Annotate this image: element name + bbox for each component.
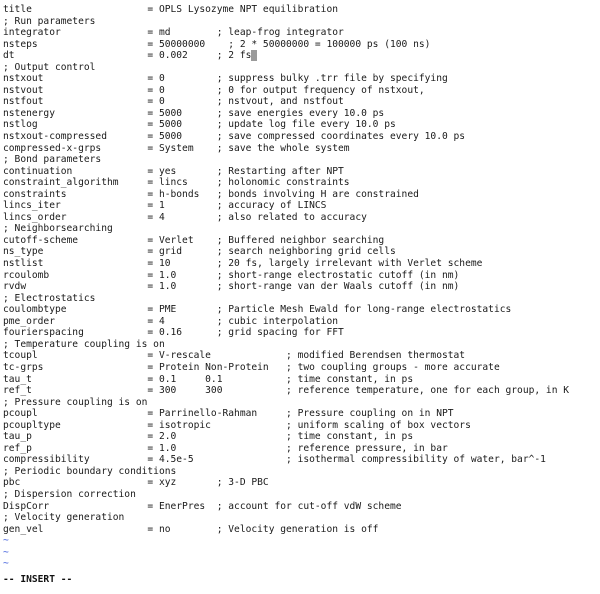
buffer-line[interactable]: coulombtype = PME ; Particle Mesh Ewald for long-range electrostatics bbox=[3, 304, 512, 316]
buffer-line[interactable]: gen_vel = no ; Velocity generation is off bbox=[3, 523, 379, 535]
buffer-line[interactable]: lincs_iter = 1 ; accuracy of LINCS bbox=[3, 200, 327, 212]
buffer-line[interactable]: title = OPLS Lysozyme NPT equilibration bbox=[3, 4, 339, 15]
buffer-line[interactable]: ref_p = 1.0 ; reference pressure, in bar bbox=[3, 442, 448, 454]
buffer-line[interactable]: nstenergy = 5000 ; save energies every 10.0 ps bbox=[3, 107, 385, 119]
buffer-line[interactable]: ; Electrostatics bbox=[3, 292, 96, 304]
buffer-line[interactable]: integrator = md ; leap-frog integrator bbox=[3, 27, 344, 39]
buffer-line[interactable]: constraint_algorithm = lincs ; holonomic constraints bbox=[3, 177, 350, 189]
buffer-line[interactable]: nstfout = 0 ; nstvout, and nstfout bbox=[3, 96, 344, 108]
buffer-line[interactable]: tcoupl = V-rescale ; modified Berendsen thermostat bbox=[3, 350, 466, 362]
buffer-line[interactable]: constraints = h-bonds ; bonds involving H are constrained bbox=[3, 188, 419, 200]
buffer-line[interactable]: ; Velocity generation bbox=[3, 512, 125, 524]
buffer-line[interactable]: ; Periodic boundary conditions bbox=[3, 465, 177, 477]
buffer-line[interactable]: nstlog = 5000 ; update log file every 10.0 ps bbox=[3, 119, 396, 131]
buffer-line[interactable]: tc-grps = Protein Non-Protein ; two coupling groups - more accurate bbox=[3, 361, 500, 373]
buffer-line[interactable]: fourierspacing = 0.16 ; grid spacing for FFT bbox=[3, 327, 344, 339]
empty-line-marker: ~ bbox=[3, 558, 9, 570]
text-cursor bbox=[251, 50, 257, 61]
buffer-line[interactable]: cutoff-scheme = Verlet ; Buffered neighbor searching bbox=[3, 234, 385, 246]
buffer-line[interactable]: tau_t = 0.1 0.1 ; time constant, in ps bbox=[3, 373, 414, 385]
buffer-line[interactable]: rcoulomb = 1.0 ; short-range electrostatic cutoff (in nm) bbox=[3, 269, 460, 281]
line-text: dt = 0.002 ; 2 fs bbox=[3, 50, 252, 62]
mode-indicator: -- INSERT -- bbox=[3, 574, 73, 585]
buffer-line[interactable]: ref_t = 300 300 ; reference temperature, one for each group, in K bbox=[3, 385, 570, 397]
buffer-line[interactable]: ; Bond parameters bbox=[3, 154, 102, 166]
buffer-line[interactable]: pbc = xyz ; 3-D PBC bbox=[3, 477, 269, 489]
buffer-line[interactable]: pcoupltype = isotropic ; uniform scaling of box vectors bbox=[3, 419, 471, 431]
buffer-line[interactable]: nstvout = 0 ; 0 for output frequency of nstxout, bbox=[3, 84, 425, 96]
buffer-line[interactable]: nstxout = 0 ; suppress bulky .trr file by specifying bbox=[3, 73, 448, 85]
buffer-line[interactable]: continuation = yes ; Restarting after NPT bbox=[3, 165, 344, 177]
buffer-line[interactable]: compressed-x-grps = System ; save the whole system bbox=[3, 142, 350, 154]
buffer-line[interactable]: ns_type = grid ; search neighboring grid cells bbox=[3, 246, 396, 258]
buffer-line[interactable]: nstxout-compressed = 5000 ; save compressed coordinates every 10.0 ps bbox=[3, 131, 466, 143]
buffer-line[interactable]: pme_order = 4 ; cubic interpolation bbox=[3, 315, 339, 327]
buffer-line[interactable]: DispCorr = EnerPres ; account for cut-off vdW scheme bbox=[3, 500, 402, 512]
buffer-line[interactable]: compressibility = 4.5e-5 ; isothermal compressibility of water, bar^-1 bbox=[3, 454, 546, 466]
buffer-line[interactable]: ; Dispersion correction bbox=[3, 488, 136, 500]
empty-line-marker: ~ bbox=[3, 546, 9, 558]
buffer-line[interactable]: rvdw = 1.0 ; short-range van der Waals cutoff (in nm) bbox=[3, 281, 460, 293]
buffer-line[interactable]: ; Output control bbox=[3, 61, 96, 73]
text-buffer[interactable] bbox=[3, 4, 569, 570]
buffer-line[interactable]: ; Pressure coupling is on bbox=[3, 396, 148, 408]
buffer-line[interactable]: ; Temperature coupling is on bbox=[3, 338, 165, 350]
buffer-line[interactable]: lincs_order = 4 ; also related to accuracy bbox=[3, 211, 367, 223]
empty-line-marker: ~ bbox=[3, 535, 9, 547]
buffer-line[interactable]: pcoupl = Parrinello-Rahman ; Pressure coupling on in NPT bbox=[3, 408, 454, 420]
buffer-line[interactable]: nsteps = 50000000 ; 2 * 50000000 = 100000 ps (100 ns) bbox=[3, 38, 431, 50]
buffer-line[interactable]: nstlist = 10 ; 20 fs, largely irrelevant with Verlet scheme bbox=[3, 258, 483, 270]
buffer-line[interactable]: ; Run parameters bbox=[3, 15, 96, 27]
buffer-line[interactable]: tau_p = 2.0 ; time constant, in ps bbox=[3, 431, 414, 443]
buffer-line[interactable] bbox=[3, 50, 569, 62]
buffer-line[interactable]: ; Neighborsearching bbox=[3, 223, 113, 235]
